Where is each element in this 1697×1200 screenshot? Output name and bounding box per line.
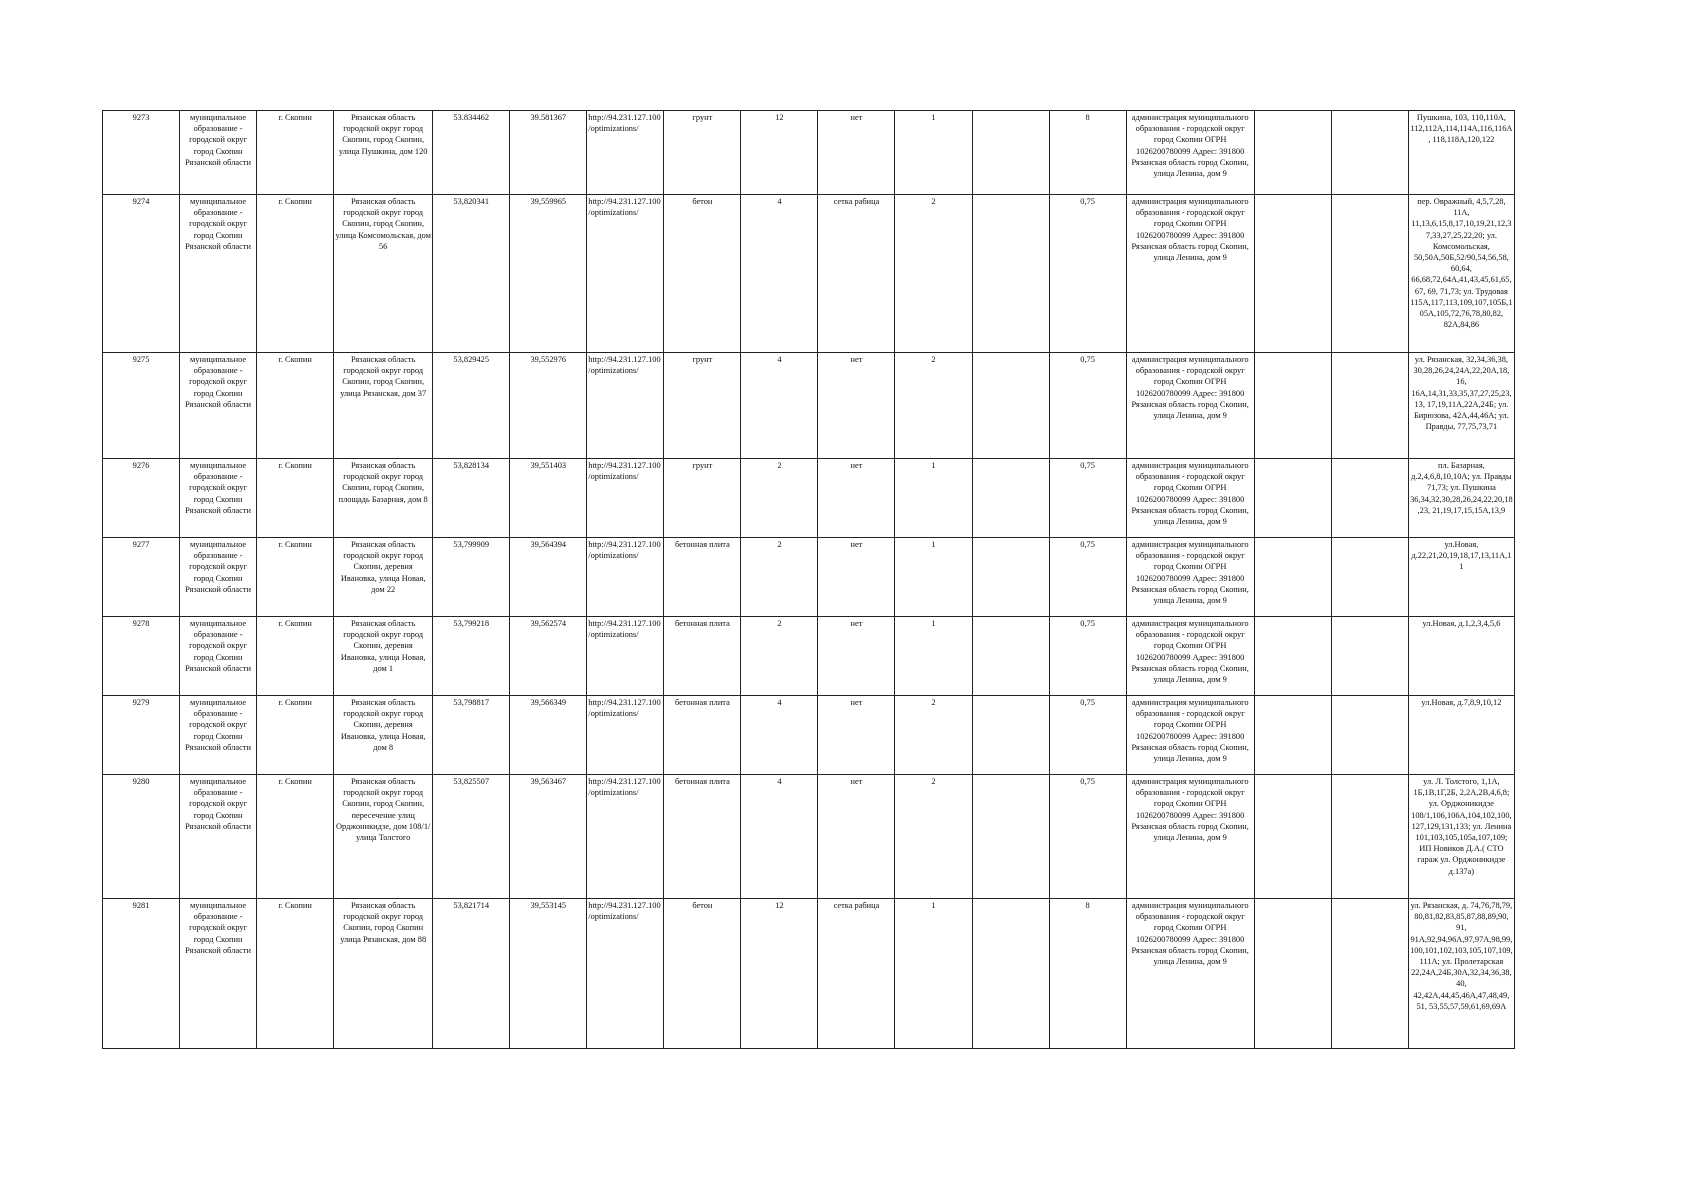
- cell-town: г. Скопин: [257, 111, 334, 195]
- cell-url: http://94.231.127.100/optimizations/: [587, 899, 664, 1049]
- cell-containers: 2: [895, 696, 972, 775]
- cell-address: Рязанская область городской округ город Скопин, деревня Ивановка, улица Новая, дом 22: [334, 538, 433, 617]
- cell-volume: 0,75: [1049, 353, 1126, 459]
- cell-town: г. Скопин: [257, 538, 334, 617]
- cell-area: 2: [741, 617, 818, 696]
- cell-num: 9275: [103, 353, 180, 459]
- cell-owner: администрация муниципального образования - городской округ город Скопин ОГРН 1026200780099 Адрес: 391800 Рязанская область город Скопин, улица Ленина, дом 9: [1126, 195, 1254, 353]
- cell-lon: 39,566349: [510, 696, 587, 775]
- table-row: [103, 353, 1515, 459]
- cell-lon: 39,564394: [510, 538, 587, 617]
- cell-blank3: [1331, 111, 1408, 195]
- table-row: [103, 617, 1515, 696]
- cell-surface: бетонная плита: [664, 538, 741, 617]
- cell-town: г. Скопин: [257, 195, 334, 353]
- cell-fence: сетка рабица: [818, 195, 895, 353]
- cell-municipality: муниципальное образование - городской округ город Скопин Рязанской области: [180, 111, 257, 195]
- cell-blank2: [1254, 617, 1331, 696]
- cell-blank2: [1254, 696, 1331, 775]
- cell-address: Рязанская область городской округ город Скопин, город Скопин, пересечение улиц Орджоникидзе, дом 108/1/улица Толстого: [334, 775, 433, 899]
- cell-num: 9277: [103, 538, 180, 617]
- cell-municipality: муниципальное образование - городской округ город Скопин Рязанской области: [180, 195, 257, 353]
- cell-blank3: [1331, 538, 1408, 617]
- cell-lat: 53,828134: [433, 459, 510, 538]
- cell-municipality: муниципальное образование - городской округ город Скопин Рязанской области: [180, 775, 257, 899]
- cell-address: Рязанская область городской округ город Скопин, город Скопин, улица Пушкина, дом 120: [334, 111, 433, 195]
- table-row: [103, 538, 1515, 617]
- cell-volume: 8: [1049, 899, 1126, 1049]
- cell-blank: [972, 899, 1049, 1049]
- cell-blank2: [1254, 538, 1331, 617]
- table-row: [103, 696, 1515, 775]
- table-row: [103, 195, 1515, 353]
- cell-municipality: муниципальное образование - городской округ город Скопин Рязанской области: [180, 538, 257, 617]
- cell-url: http://94.231.127.100/optimizations/: [587, 195, 664, 353]
- cell-surface: бетон: [664, 195, 741, 353]
- cell-blank3: [1331, 459, 1408, 538]
- cell-lon: 39,552976: [510, 353, 587, 459]
- cell-containers: 1: [895, 899, 972, 1049]
- cell-served: ул.Новая, д.7,8,9,10,12: [1408, 696, 1514, 775]
- table-row: [103, 775, 1515, 899]
- cell-town: г. Скопин: [257, 899, 334, 1049]
- cell-volume: 0,75: [1049, 696, 1126, 775]
- cell-blank: [972, 617, 1049, 696]
- cell-area: 4: [741, 696, 818, 775]
- cell-municipality: муниципальное образование - городской округ город Скопин Рязанской области: [180, 353, 257, 459]
- cell-containers: 1: [895, 617, 972, 696]
- cell-blank3: [1331, 775, 1408, 899]
- cell-town: г. Скопин: [257, 459, 334, 538]
- cell-lat: 53,825507: [433, 775, 510, 899]
- cell-area: 4: [741, 775, 818, 899]
- cell-surface: бетонная плита: [664, 696, 741, 775]
- table-row: [103, 899, 1515, 1049]
- cell-owner: администрация муниципального образования - городской округ город Скопин ОГРН 1026200780099 Адрес: 391800 Рязанская область город Скопин, улица Ленина, дом 9: [1126, 111, 1254, 195]
- cell-served: ул. Л. Толстого, 1,1А, 1Б,1В,1Г,2Б, 2,2А,2В,4,6,8; ул. Орджоникидзе 108/1,106,106А,104,102,100,127,129,131,133; ул. Ленина 101,103,105,105а,107,109; ИП Новиков Д.А.( СТО гараж ул. Орджоникидзе д.137а): [1408, 775, 1514, 899]
- cell-num: 9278: [103, 617, 180, 696]
- cell-fence: нет: [818, 775, 895, 899]
- cell-lon: 39.581367: [510, 111, 587, 195]
- cell-surface: бетонная плита: [664, 617, 741, 696]
- cell-owner: администрация муниципального образования - городской округ город Скопин ОГРН 1026200780099 Адрес: 391800 Рязанская область город Скопин, улица Ленина, дом 9: [1126, 459, 1254, 538]
- cell-address: Рязанская область городской округ город Скопин, город Скопин улица Рязанская, дом 88: [334, 899, 433, 1049]
- cell-served: Пушкина, 103, 110,110А, 112,112А,114,114А,116,116А, 118,118А,120,122: [1408, 111, 1514, 195]
- cell-town: г. Скопин: [257, 775, 334, 899]
- cell-blank3: [1331, 195, 1408, 353]
- cell-num: 9273: [103, 111, 180, 195]
- cell-address: Рязанская область городской округ город Скопин, город Скопин, площадь Базарная, дом 8: [334, 459, 433, 538]
- cell-url: http://94.231.127.100/optimizations/: [587, 459, 664, 538]
- cell-blank3: [1331, 899, 1408, 1049]
- cell-fence: нет: [818, 617, 895, 696]
- registry-sheet: [102, 110, 1515, 1049]
- cell-containers: 2: [895, 353, 972, 459]
- cell-area: 2: [741, 459, 818, 538]
- cell-address: Рязанская область городской округ город Скопин, город Скопин, улица Рязанская, дом 37: [334, 353, 433, 459]
- cell-blank2: [1254, 353, 1331, 459]
- cell-fence: нет: [818, 111, 895, 195]
- cell-owner: администрация муниципального образования - городской округ город Скопин ОГРН 1026200780099 Адрес: 391800 Рязанская область город Скопин, улица Ленина, дом 9: [1126, 617, 1254, 696]
- cell-lon: 39,563467: [510, 775, 587, 899]
- cell-containers: 2: [895, 195, 972, 353]
- cell-served: пер. Овражный, 4,5,7,28, 11А, 11,13,6,15,8,17,10,19,21,12,37,33,27,25,22,20; ул. Комсомольская, 50,50А,50Б,52/90,54,56,58, 60,64, 66,68,72,64А,41,43,45,61,65,67, 69, 71,73; ул. Трудовая 115А,117,113,109,107,105Б,105А,105,72,76,78,80,82, 82А,84,86: [1408, 195, 1514, 353]
- cell-served: пл. Базарная, д.2,4,6,8,10,10А; ул. Правды 71,73; ул. Пушкина 36,34,32,30,28,26,24,22,20,18,23, 21,19,17,15,15А,13,9: [1408, 459, 1514, 538]
- cell-blank: [972, 459, 1049, 538]
- cell-lat: 53,821714: [433, 899, 510, 1049]
- cell-containers: 1: [895, 111, 972, 195]
- cell-containers: 1: [895, 459, 972, 538]
- cell-address: Рязанская область городской округ город Скопин, деревня Ивановка, улица Новая, дом 1: [334, 617, 433, 696]
- cell-blank2: [1254, 195, 1331, 353]
- cell-volume: 0,75: [1049, 617, 1126, 696]
- cell-num: 9280: [103, 775, 180, 899]
- cell-lon: 39,562574: [510, 617, 587, 696]
- cell-served: ул. Рязанская, д. 74,76,78,79, 80,81,82,83,85,87,88,89,90, 91, 91А,92,94,96А,97,97А,98,99, 100,101,102,103,105,107,109, 111А; ул. Пролетарская 22,24А,24Б,30А,32,34,36,38,40, 42,42А,44,45,46А,47,48,49, 51, 53,55,57,59,61,69,69А: [1408, 899, 1514, 1049]
- cell-volume: 0,75: [1049, 195, 1126, 353]
- cell-lat: 53,820341: [433, 195, 510, 353]
- cell-municipality: муниципальное образование - городской округ город Скопин Рязанской области: [180, 696, 257, 775]
- cell-served: ул.Новая, д.22,21,20,19,18,17,13,11А,11: [1408, 538, 1514, 617]
- cell-lat: 53,829425: [433, 353, 510, 459]
- cell-fence: сетка рабица: [818, 899, 895, 1049]
- container-sites-table: [102, 110, 1515, 1049]
- cell-volume: 0,75: [1049, 775, 1126, 899]
- cell-owner: администрация муниципального образования - городской округ город Скопин ОГРН 1026200780099 Адрес: 391800 Рязанская область город Скопин, улица Ленина, дом 9: [1126, 775, 1254, 899]
- cell-lat: 53,799909: [433, 538, 510, 617]
- cell-fence: нет: [818, 353, 895, 459]
- cell-surface: бетон: [664, 899, 741, 1049]
- cell-municipality: муниципальное образование - городской округ город Скопин Рязанской области: [180, 617, 257, 696]
- cell-blank3: [1331, 617, 1408, 696]
- cell-url: http://94.231.127.100/optimizations/: [587, 617, 664, 696]
- cell-url: http://94.231.127.100/optimizations/: [587, 353, 664, 459]
- cell-surface: грунт: [664, 353, 741, 459]
- cell-served: ул.Новая, д.1,2,3,4,5,6: [1408, 617, 1514, 696]
- cell-blank: [972, 111, 1049, 195]
- cell-address: Рязанская область городской округ город Скопин, город Скопин, улица Комсомольская, дом 56: [334, 195, 433, 353]
- cell-num: 9281: [103, 899, 180, 1049]
- cell-area: 12: [741, 899, 818, 1049]
- cell-num: 9279: [103, 696, 180, 775]
- cell-url: http://94.231.127.100/optimizations/: [587, 111, 664, 195]
- cell-fence: нет: [818, 696, 895, 775]
- cell-surface: грунт: [664, 459, 741, 538]
- cell-containers: 1: [895, 538, 972, 617]
- cell-municipality: муниципальное образование - городской округ город Скопин Рязанской области: [180, 459, 257, 538]
- cell-lat: 53,799218: [433, 617, 510, 696]
- cell-lat: 53.834462: [433, 111, 510, 195]
- cell-area: 4: [741, 353, 818, 459]
- cell-town: г. Скопин: [257, 696, 334, 775]
- cell-blank: [972, 696, 1049, 775]
- cell-volume: 0,75: [1049, 538, 1126, 617]
- table-body: [103, 111, 1515, 1049]
- cell-fence: нет: [818, 459, 895, 538]
- cell-blank: [972, 538, 1049, 617]
- cell-served: ул. Рязанская, 32,34,36,38, 30,28,26,24,24А,22,20А,18, 16, 16А,14,31,33,35,37,27,25,23,13, 17,19,11А,22А,24Б; ул. Бирюзова, 42А,44,46А; ул. Правды, 77,75,73,71: [1408, 353, 1514, 459]
- table-row: [103, 111, 1515, 195]
- cell-blank3: [1331, 353, 1408, 459]
- cell-surface: грунт: [664, 111, 741, 195]
- cell-blank2: [1254, 111, 1331, 195]
- cell-town: г. Скопин: [257, 617, 334, 696]
- cell-owner: администрация муниципального образования - городской округ город Скопин ОГРН 1026200780099 Адрес: 391800 Рязанская область город Скопин, улица Ленина, дом 9: [1126, 899, 1254, 1049]
- cell-blank2: [1254, 459, 1331, 538]
- cell-num: 9274: [103, 195, 180, 353]
- cell-address: Рязанская область городской округ город Скопин, деревня Ивановка, улица Новая, дом 8: [334, 696, 433, 775]
- cell-municipality: муниципальное образование - городской округ город Скопин Рязанской области: [180, 899, 257, 1049]
- cell-lon: 39,551403: [510, 459, 587, 538]
- cell-area: 2: [741, 538, 818, 617]
- cell-url: http://94.231.127.100/optimizations/: [587, 696, 664, 775]
- cell-blank: [972, 195, 1049, 353]
- cell-url: http://94.231.127.100/optimizations/: [587, 538, 664, 617]
- cell-blank3: [1331, 696, 1408, 775]
- cell-num: 9276: [103, 459, 180, 538]
- cell-lon: 39,553145: [510, 899, 587, 1049]
- cell-area: 4: [741, 195, 818, 353]
- cell-owner: администрация муниципального образования - городской округ город Скопин ОГРН 1026200780099 Адрес: 391800 Рязанская область город Скопин, улица Ленина, дом 9: [1126, 696, 1254, 775]
- cell-volume: 8: [1049, 111, 1126, 195]
- cell-area: 12: [741, 111, 818, 195]
- cell-town: г. Скопин: [257, 353, 334, 459]
- cell-blank2: [1254, 775, 1331, 899]
- cell-owner: администрация муниципального образования - городской округ город Скопин ОГРН 1026200780099 Адрес: 391800 Рязанская область город Скопин, улица Ленина, дом 9: [1126, 538, 1254, 617]
- cell-blank: [972, 353, 1049, 459]
- cell-lat: 53,798817: [433, 696, 510, 775]
- cell-surface: бетонная плита: [664, 775, 741, 899]
- cell-url: http://94.231.127.100/optimizations/: [587, 775, 664, 899]
- cell-volume: 0,75: [1049, 459, 1126, 538]
- cell-owner: администрация муниципального образования - городской округ город Скопин ОГРН 1026200780099 Адрес: 391800 Рязанская область город Скопин, улица Ленина, дом 9: [1126, 353, 1254, 459]
- cell-blank: [972, 775, 1049, 899]
- cell-blank2: [1254, 899, 1331, 1049]
- cell-containers: 2: [895, 775, 972, 899]
- table-row: [103, 459, 1515, 538]
- cell-lon: 39,559965: [510, 195, 587, 353]
- cell-fence: нет: [818, 538, 895, 617]
